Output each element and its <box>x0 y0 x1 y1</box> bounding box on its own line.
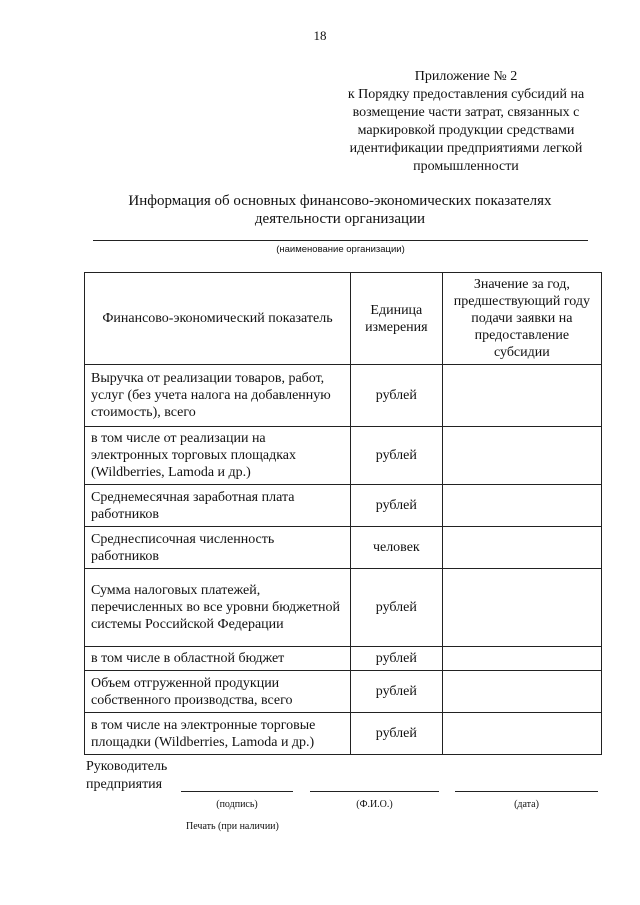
indicator-cell: в том числе от реализации на электронных торговых площадках (Wildberries, Lamoda и др.) <box>85 427 351 485</box>
value-cell[interactable] <box>442 713 601 755</box>
table-row <box>85 527 602 569</box>
value-cell[interactable] <box>442 671 601 713</box>
stamp-note: Печать (при наличии) <box>186 821 279 832</box>
value-cell[interactable] <box>442 427 601 485</box>
table-row <box>85 671 602 713</box>
annex-line: к Порядку предоставления субсидий на <box>347 87 585 102</box>
table-row <box>85 647 602 671</box>
indicator-cell: Среднемесячная заработная плата работников <box>85 485 351 527</box>
signature-caption: (подпись) <box>216 799 258 810</box>
indicators-table <box>84 272 602 755</box>
table-row <box>85 713 602 755</box>
annex-line: промышленности <box>413 159 519 174</box>
indicator-cell: в том числе в областной бюджет <box>85 647 351 671</box>
table-row <box>85 365 602 427</box>
header-value: Значение за год, предшествующий году подачи заявки на предоставление субсидии <box>442 273 601 365</box>
annex-line: маркировкой продукции средствами <box>357 123 575 138</box>
indicator-cell: в том числе на электронные торговые площадки (Wildberries, Lamoda и др.) <box>85 713 351 755</box>
header-indicator: Финансово-экономический показатель <box>85 273 351 365</box>
annex-line: идентификации предприятиями легкой <box>349 141 583 156</box>
signature-line[interactable] <box>181 791 293 792</box>
page-number: 18 <box>313 28 327 43</box>
table-row <box>85 427 602 485</box>
indicator-cell: Среднесписочная численность работников <box>85 527 351 569</box>
date-line[interactable] <box>455 791 598 792</box>
annex-line: Приложение № 2 <box>414 69 518 84</box>
annex-line: возмещение части затрат, связанных с <box>352 105 580 120</box>
organization-name-line[interactable] <box>93 240 588 241</box>
signer-label-line: предприятия <box>86 777 163 792</box>
unit-cell: рублей <box>350 713 442 755</box>
value-cell[interactable] <box>442 527 601 569</box>
document-title-line: деятельности организации <box>254 211 426 227</box>
value-cell[interactable] <box>442 569 601 647</box>
header-unit: Единица измерения <box>350 273 442 365</box>
unit-cell: рублей <box>350 485 442 527</box>
full-name-line[interactable] <box>310 791 439 792</box>
value-cell[interactable] <box>442 365 601 427</box>
unit-cell: рублей <box>350 647 442 671</box>
document-title-line: Информация об основных финансово-экономических показателях <box>128 193 552 209</box>
indicator-cell: Объем отгруженной продукции собственного производства, всего <box>85 671 351 713</box>
annex-header <box>330 68 602 176</box>
value-cell[interactable] <box>442 647 601 671</box>
indicator-cell: Выручка от реализации товаров, работ, услуг (без учета налога на добавленную стоимость), всего <box>85 365 351 427</box>
organization-name-caption: (наименование организации) <box>276 244 405 255</box>
table-row <box>85 569 602 647</box>
date-caption: (дата) <box>514 799 539 810</box>
document-title <box>60 192 620 228</box>
signer-label <box>86 758 167 794</box>
unit-cell: рублей <box>350 569 442 647</box>
signer-label-line: Руководитель <box>86 759 168 774</box>
unit-cell: рублей <box>350 427 442 485</box>
value-cell[interactable] <box>442 485 601 527</box>
unit-cell: рублей <box>350 365 442 427</box>
indicator-cell: Сумма налоговых платежей, перечисленных во все уровни бюджетной системы Российской Федерации <box>85 569 351 647</box>
unit-cell: человек <box>350 527 442 569</box>
table-header-row <box>85 273 602 365</box>
full-name-caption: (Ф.И.О.) <box>356 799 393 810</box>
unit-cell: рублей <box>350 671 442 713</box>
table-row <box>85 485 602 527</box>
